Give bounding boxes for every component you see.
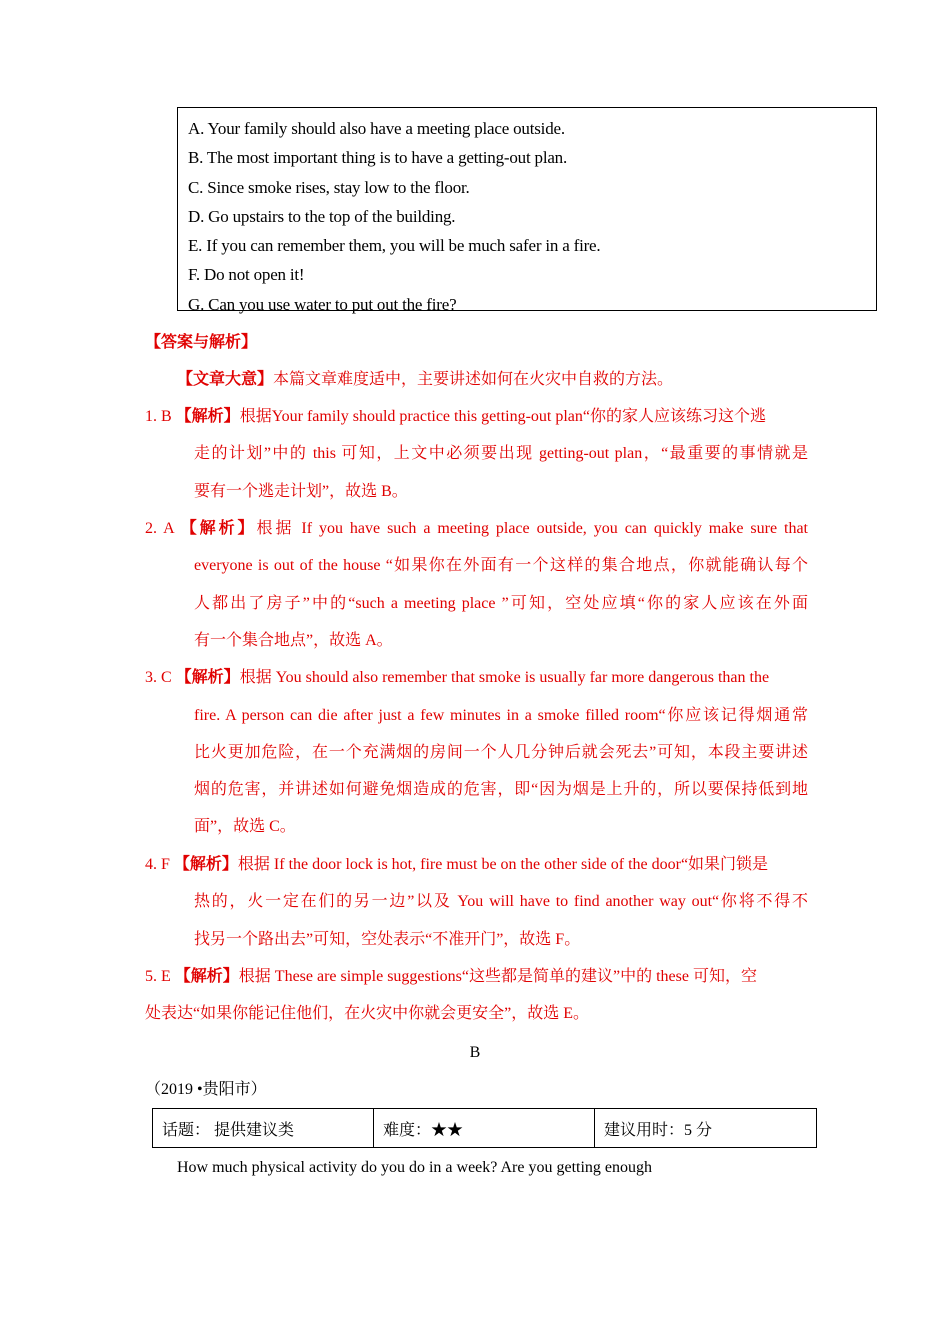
answer-3-tag: 【解析】 [175, 669, 240, 686]
answer-2-line-4: 有一个集合地点”，故选 A。 [194, 632, 393, 649]
answer-1-number: 1. B [145, 408, 172, 425]
answer-1-text-1: 根据Your family should practice this getting-out plan“你的家人应该练习这个逃 [239, 408, 767, 425]
answer-5-line-2: 处表达“如果你能记住他们，在火灾中你就会更安全”，故选 E。 [145, 1005, 589, 1022]
answer-5-number: 5. E [145, 968, 171, 985]
answer-3-line-3: 比火更加危险，在一个充满烟的房间一个人几分钟后就会死去”可知，本段主要讲述 [194, 744, 808, 761]
option-f: F. Do not open it! [188, 265, 305, 285]
option-b: B. The most important thing is to have a getting-out plan. [188, 148, 568, 168]
answer-2-number: 2. A [145, 520, 174, 537]
info-table [152, 1108, 817, 1148]
summary-text: 本篇文章难度适中，主要讲述如何在火灾中自救的方法。 [273, 371, 674, 388]
answer-4-line-2: 热的，火一定在们的另一边”以及 You will have to find another way out“你将不得不 [194, 893, 808, 910]
answer-1-line-3: 要有一个逃走计划”，故选 B。 [194, 483, 408, 500]
option-a: A. Your family should also have a meeting place outside. [188, 119, 565, 138]
answer-2-text-1: 根据 If you have such a meeting place outside, you can quickly make sure that [256, 520, 808, 537]
section-letter: B [469, 1044, 481, 1061]
answer-3-line-1 [145, 666, 808, 690]
info-table-row [153, 1109, 817, 1148]
options-box [177, 107, 877, 314]
answer-4-number: 4. F [145, 856, 170, 873]
answer-5-text-1: 根据 These are simple suggestions“这些都是简单的建议”中的 these 可知，空 [238, 968, 757, 985]
answer-2-line-2: everyone is out of the house “如果你在外面有一个这样的集合地点，你就能确认每个 [194, 557, 808, 574]
passage-start: How much physical activity do you do in a week? Are you getting enough [177, 1159, 653, 1176]
answer-3-line-2: fire. A person can die after just a few minutes in a smoke filled room“你应该记得烟通常 [194, 707, 808, 724]
answer-4-text-1: 根据 If the door lock is hot, fire must be on the other side of the door“如果门锁是 [237, 856, 769, 873]
answer-3-line-4: 烟的危害，并讲述如何避免烟造成的危害，即“因为烟是上升的，所以要保持低到地 [194, 781, 808, 798]
answer-heading: 【答案与解析】 [145, 334, 258, 351]
answer-4-tag: 【解析】 [173, 856, 238, 873]
answer-1-line-1 [145, 405, 808, 429]
answer-4-line-3: 找另一个路出去”可知，空处表示“不准开门”，故选 F。 [194, 931, 581, 948]
option-e: E. If you can remember them, you will be much safer in a fire. [188, 236, 601, 256]
option-c: C. Since smoke rises, stay low to the floor. [188, 177, 470, 197]
answer-5-tag: 【解析】 [174, 968, 239, 985]
answer-2-line-1 [145, 517, 808, 541]
option-g: G. Can you use water to put out the fire? [188, 294, 457, 314]
summary [177, 368, 673, 392]
answer-4-line-1 [145, 853, 808, 877]
answer-2-tag: 【解析】 [180, 520, 257, 537]
answer-1-tag: 【解析】 [175, 408, 240, 425]
answer-1-line-2: 走的计划”中的 this 可知，上文中必须要出现 getting-out plan，“最重要的事情就是 [194, 445, 808, 462]
time-cell: 建议用时：5 分 [595, 1109, 817, 1148]
topic-cell: 话题： 提供建议类 [153, 1109, 374, 1148]
answer-3-line-5: 面”，故选 C。 [194, 818, 296, 835]
summary-label: 【文章大意】 [177, 371, 274, 388]
difficulty-cell: 难度：★★ [374, 1109, 595, 1148]
answer-3-text-1: 根据 You should also remember that smoke is usually far more dangerous than the [239, 669, 770, 686]
source-label: （2019 •贵阳市） [145, 1081, 267, 1098]
answer-3-number: 3. C [145, 669, 172, 686]
answer-2-line-3: 人都出了房子”中的“such a meeting place ”可知，空处应填“你的家人应该在外面 [194, 595, 808, 612]
option-d: D. Go upstairs to the top of the building. [188, 206, 456, 226]
answer-5-line-1 [145, 965, 808, 989]
